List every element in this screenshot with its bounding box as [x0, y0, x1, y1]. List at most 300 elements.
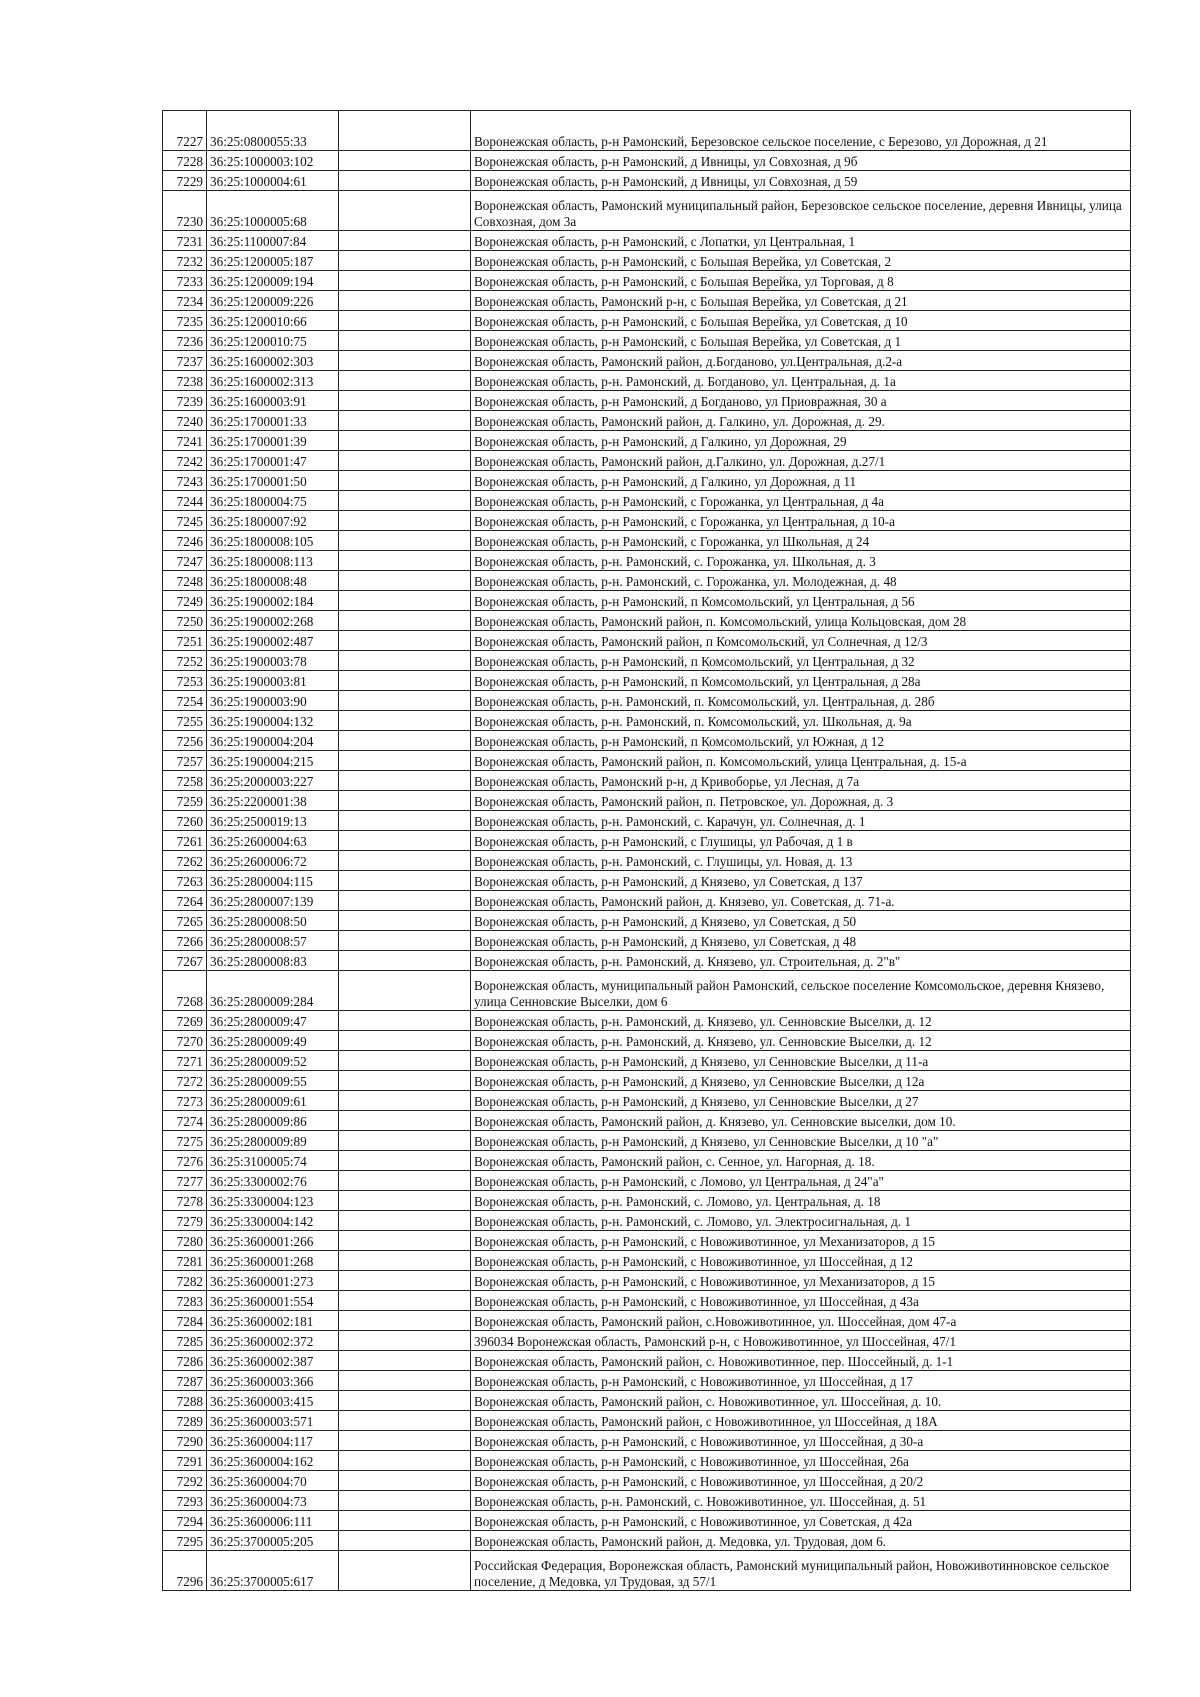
- address-cell: Воронежская область, р-н Рамонский, с Новоживотинное, ул Механизаторов, д 15: [471, 1231, 1131, 1251]
- address-cell: Воронежская область, р-н. Рамонский, п. Комсомольский, ул. Школьная, д. 9а: [471, 711, 1131, 731]
- row-number: 7260: [163, 811, 207, 831]
- empty-cell: [339, 291, 471, 311]
- row-number: 7243: [163, 471, 207, 491]
- row-number: 7250: [163, 611, 207, 631]
- row-number: 7235: [163, 311, 207, 331]
- row-number: 7262: [163, 851, 207, 871]
- empty-cell: [339, 971, 471, 1011]
- address-cell: Воронежская область, р-н. Рамонский, с. Глушицы, ул. Новая, д. 13: [471, 851, 1131, 871]
- cadastral-number: 36:25:2800009:61: [207, 1091, 339, 1111]
- row-number: 7263: [163, 871, 207, 891]
- table-row: [163, 1451, 1131, 1471]
- row-number: 7285: [163, 1331, 207, 1351]
- row-number: 7253: [163, 671, 207, 691]
- address-cell: Воронежская область, р-н. Рамонский, д. Князево, ул. Сенновские Выселки, д. 12: [471, 1011, 1131, 1031]
- cadastral-number: 36:25:2800008:83: [207, 951, 339, 971]
- row-number: 7227: [163, 111, 207, 151]
- cadastral-number: 36:25:3700005:617: [207, 1551, 339, 1591]
- cadastral-number: 36:25:1000003:102: [207, 151, 339, 171]
- empty-cell: [339, 891, 471, 911]
- address-cell: Воронежская область, р-н Рамонский, п Комсомольский, ул Центральная, д 32: [471, 651, 1131, 671]
- cadastral-number: 36:25:2600006:72: [207, 851, 339, 871]
- row-number: 7275: [163, 1131, 207, 1151]
- address-cell: Воронежская область, р-н Рамонский, д Ивницы, ул Совхозная, д 59: [471, 171, 1131, 191]
- cadastral-number: 36:25:2800009:55: [207, 1071, 339, 1091]
- table-row: [163, 1151, 1131, 1171]
- empty-cell: [339, 1411, 471, 1431]
- cadastral-number: 36:25:1900003:90: [207, 691, 339, 711]
- address-cell: Воронежская область, р-н Рамонский, с Новоживотинное, ул Шоссейная, 26а: [471, 1451, 1131, 1471]
- address-cell: Воронежская область, Рамонский район, с. Сенное, ул. Нагорная, д. 18.: [471, 1151, 1131, 1171]
- cadastral-number: 36:25:3600001:273: [207, 1271, 339, 1291]
- table-row: [163, 1351, 1131, 1371]
- empty-cell: [339, 311, 471, 331]
- empty-cell: [339, 571, 471, 591]
- address-cell: Воронежская область, р-н. Рамонский, п. Комсомольский, ул. Центральная, д. 28б: [471, 691, 1131, 711]
- row-number: 7252: [163, 651, 207, 671]
- address-cell: Воронежская область, Рамонский район, с.Новоживотинное, ул. Шоссейная, дом 47-а: [471, 1311, 1131, 1331]
- table-row: [163, 1251, 1131, 1271]
- table-row: [163, 671, 1131, 691]
- empty-cell: [339, 1451, 471, 1471]
- empty-cell: [339, 1111, 471, 1131]
- address-cell: Воронежская область, р-н Рамонский, д Князево, ул Сенновские Выселки, д 11-а: [471, 1051, 1131, 1071]
- address-cell: Воронежская область, р-н Рамонский, с Горожанка, ул Школьная, д 24: [471, 531, 1131, 551]
- row-number: 7276: [163, 1151, 207, 1171]
- cadastral-number: 36:25:1200010:66: [207, 311, 339, 331]
- cadastral-number: 36:25:1800008:48: [207, 571, 339, 591]
- cadastral-number: 36:25:1200009:194: [207, 271, 339, 291]
- empty-cell: [339, 491, 471, 511]
- table-row: [163, 531, 1131, 551]
- cadastral-number: 36:25:2800008:57: [207, 931, 339, 951]
- empty-cell: [339, 531, 471, 551]
- cadastral-number: 36:25:2800004:115: [207, 871, 339, 891]
- cadastral-number: 36:25:3600002:181: [207, 1311, 339, 1331]
- row-number: 7269: [163, 1011, 207, 1031]
- cadastral-number: 36:25:3600003:366: [207, 1371, 339, 1391]
- address-cell: Воронежская область, Рамонский район, д. Галкино, ул. Дорожная, д. 29.: [471, 411, 1131, 431]
- cadastral-number: 36:25:1800004:75: [207, 491, 339, 511]
- empty-cell: [339, 1251, 471, 1271]
- empty-cell: [339, 1031, 471, 1051]
- empty-cell: [339, 671, 471, 691]
- address-cell: Воронежская область, Рамонский район, д. Князево, ул. Советская, д. 71-а.: [471, 891, 1131, 911]
- row-number: 7231: [163, 231, 207, 251]
- cadastral-number: 36:25:3600004:117: [207, 1431, 339, 1451]
- cadastral-number: 36:25:1700001:50: [207, 471, 339, 491]
- cadastral-number: 36:25:1800008:113: [207, 551, 339, 571]
- cadastral-number: 36:25:3600003:571: [207, 1411, 339, 1431]
- address-cell: Воронежская область, р-н Рамонский, д Князево, ул Советская, д 48: [471, 931, 1131, 951]
- address-cell: Воронежская область, р-н Рамонский, д Князево, ул Советская, д 50: [471, 911, 1131, 931]
- row-number: 7287: [163, 1371, 207, 1391]
- empty-cell: [339, 1471, 471, 1491]
- table-row: [163, 1071, 1131, 1091]
- table-row: [163, 711, 1131, 731]
- address-cell: Воронежская область, р-н Рамонский, с Лопатки, ул Центральная, 1: [471, 231, 1131, 251]
- cadastral-number: 36:25:1600002:313: [207, 371, 339, 391]
- empty-cell: [339, 1331, 471, 1351]
- cadastral-number: 36:25:3600004:70: [207, 1471, 339, 1491]
- address-cell: Воронежская область, р-н Рамонский, с Новоживотинное, ул Шоссейная, д 20/2: [471, 1471, 1131, 1491]
- empty-cell: [339, 1291, 471, 1311]
- row-number: 7251: [163, 631, 207, 651]
- address-cell: Воронежская область, р-н Рамонский, с Большая Верейка, ул Советская, д 1: [471, 331, 1131, 351]
- row-number: 7274: [163, 1111, 207, 1131]
- address-cell: Воронежская область, р-н Рамонский, с Новоживотинное, ул Шоссейная, д 43а: [471, 1291, 1131, 1311]
- cadastral-number: 36:25:2800009:47: [207, 1011, 339, 1031]
- row-number: 7293: [163, 1491, 207, 1511]
- empty-cell: [339, 731, 471, 751]
- row-number: 7291: [163, 1451, 207, 1471]
- row-number: 7257: [163, 751, 207, 771]
- address-cell: Воронежская область, р-н Рамонский, с Новоживотинное, ул Советская, д 42а: [471, 1511, 1131, 1531]
- empty-cell: [339, 751, 471, 771]
- table-row: [163, 951, 1131, 971]
- address-cell: Воронежская область, р-н. Рамонский, с. Карачун, ул. Солнечная, д. 1: [471, 811, 1131, 831]
- cadastral-number: 36:25:2800007:139: [207, 891, 339, 911]
- table-row: [163, 1131, 1131, 1151]
- address-cell: 396034 Воронежская область, Рамонский р-н, с Новоживотинное, ул Шоссейная, 47/1: [471, 1331, 1131, 1351]
- empty-cell: [339, 1151, 471, 1171]
- table-row: [163, 851, 1131, 871]
- address-cell: Воронежская область, р-н Рамонский, с Горожанка, ул Центральная, д 10-а: [471, 511, 1131, 531]
- cadastral-number: 36:25:3300002:76: [207, 1171, 339, 1191]
- table-row: [163, 551, 1131, 571]
- empty-cell: [339, 551, 471, 571]
- address-cell: Воронежская область, р-н Рамонский, с Новоживотинное, ул Шоссейная, д 12: [471, 1251, 1131, 1271]
- empty-cell: [339, 711, 471, 731]
- address-cell: Воронежская область, Рамонский район, п Комсомольский, ул Солнечная, д 12/3: [471, 631, 1131, 651]
- cadastral-number: 36:25:1600002:303: [207, 351, 339, 371]
- address-cell: Воронежская область, Рамонский район, д. Медовка, ул. Трудовая, дом 6.: [471, 1531, 1131, 1551]
- row-number: 7261: [163, 831, 207, 851]
- table-row: [163, 1511, 1131, 1531]
- table-row: [163, 111, 1131, 151]
- cadastral-number: 36:25:1800008:105: [207, 531, 339, 551]
- row-number: 7264: [163, 891, 207, 911]
- row-number: 7229: [163, 171, 207, 191]
- table-row: [163, 1231, 1131, 1251]
- table-row: [163, 1271, 1131, 1291]
- cadastral-number: 36:25:1800007:92: [207, 511, 339, 531]
- table-row: [163, 1551, 1131, 1591]
- row-number: 7282: [163, 1271, 207, 1291]
- table-row: [163, 1431, 1131, 1451]
- table-row: [163, 1331, 1131, 1351]
- empty-cell: [339, 911, 471, 931]
- table-row: [163, 431, 1131, 451]
- cadastral-number: 36:25:3600003:415: [207, 1391, 339, 1411]
- row-number: 7281: [163, 1251, 207, 1271]
- address-cell: Воронежская область, Рамонский район, д. Князево, ул. Сенновские выселки, дом 10.: [471, 1111, 1131, 1131]
- address-cell: Воронежская область, р-н Рамонский, с Горожанка, ул Центральная, д 4а: [471, 491, 1131, 511]
- address-cell: Воронежская область, р-н Рамонский, п Комсомольский, ул Южная, д 12: [471, 731, 1131, 751]
- empty-cell: [339, 591, 471, 611]
- empty-cell: [339, 511, 471, 531]
- address-cell: Воронежская область, р-н Рамонский, д Ивницы, ул Совхозная, д 9б: [471, 151, 1131, 171]
- address-cell: Воронежская область, р-н Рамонский, Березовское сельское поселение, с Березово, ул Дорожная, д 21: [471, 111, 1131, 151]
- row-number: 7234: [163, 291, 207, 311]
- row-number: 7256: [163, 731, 207, 751]
- empty-cell: [339, 1391, 471, 1411]
- empty-cell: [339, 431, 471, 451]
- empty-cell: [339, 1511, 471, 1531]
- cadastral-number: 36:25:3600001:266: [207, 1231, 339, 1251]
- cadastral-number: 36:25:1900002:268: [207, 611, 339, 631]
- cadastral-number: 36:25:1700001:39: [207, 431, 339, 451]
- table-row: [163, 911, 1131, 931]
- address-cell: Воронежская область, р-н Рамонский, с Большая Верейка, ул Советская, 2: [471, 251, 1131, 271]
- cadastral-number: 36:25:3600002:387: [207, 1351, 339, 1371]
- address-cell: Воронежская область, Рамонский район, п. Петровское, ул. Дорожная, д. 3: [471, 791, 1131, 811]
- cadastral-number: 36:25:3600001:554: [207, 1291, 339, 1311]
- address-cell: Воронежская область, р-н Рамонский, д Богданово, ул Приовражная, 30 а: [471, 391, 1131, 411]
- cadastral-number: 36:25:1200005:187: [207, 251, 339, 271]
- row-number: 7244: [163, 491, 207, 511]
- table-body: [163, 111, 1131, 1591]
- empty-cell: [339, 371, 471, 391]
- table-row: [163, 1311, 1131, 1331]
- row-number: 7233: [163, 271, 207, 291]
- table-row: [163, 391, 1131, 411]
- empty-cell: [339, 1011, 471, 1031]
- cadastral-number: 36:25:3300004:142: [207, 1211, 339, 1231]
- table-row: [163, 1171, 1131, 1191]
- row-number: 7228: [163, 151, 207, 171]
- empty-cell: [339, 651, 471, 671]
- empty-cell: [339, 791, 471, 811]
- row-number: 7292: [163, 1471, 207, 1491]
- row-number: 7289: [163, 1411, 207, 1431]
- cadastral-number: 36:25:1900004:215: [207, 751, 339, 771]
- table-row: [163, 511, 1131, 531]
- table-row: [163, 411, 1131, 431]
- row-number: 7245: [163, 511, 207, 531]
- empty-cell: [339, 1351, 471, 1371]
- empty-cell: [339, 171, 471, 191]
- empty-cell: [339, 871, 471, 891]
- address-cell: Воронежская область, р-н. Рамонский, д. Князево, ул. Строительная, д. 2"в": [471, 951, 1131, 971]
- empty-cell: [339, 811, 471, 831]
- address-cell: Воронежская область, Рамонский район, с Новоживотинное, ул Шоссейная, д 18А: [471, 1411, 1131, 1431]
- cadastral-number: 36:25:1600003:91: [207, 391, 339, 411]
- cadastral-number: 36:25:3600002:372: [207, 1331, 339, 1351]
- row-number: 7296: [163, 1551, 207, 1591]
- table-row: [163, 611, 1131, 631]
- row-number: 7270: [163, 1031, 207, 1051]
- empty-cell: [339, 351, 471, 371]
- table-row: [163, 191, 1131, 231]
- row-number: 7237: [163, 351, 207, 371]
- row-number: 7241: [163, 431, 207, 451]
- table-row: [163, 751, 1131, 771]
- empty-cell: [339, 1091, 471, 1111]
- cadastral-number: 36:25:3600004:162: [207, 1451, 339, 1471]
- cadastral-number: 36:25:3300004:123: [207, 1191, 339, 1211]
- empty-cell: [339, 611, 471, 631]
- row-number: 7240: [163, 411, 207, 431]
- table-row: [163, 1391, 1131, 1411]
- empty-cell: [339, 271, 471, 291]
- table-row: [163, 371, 1131, 391]
- table-row: [163, 1211, 1131, 1231]
- empty-cell: [339, 1211, 471, 1231]
- table-row: [163, 571, 1131, 591]
- table-row: [163, 891, 1131, 911]
- table-row: [163, 1371, 1131, 1391]
- cadastral-number: 36:25:1900003:81: [207, 671, 339, 691]
- table-row: [163, 631, 1131, 651]
- cadastral-number: 36:25:1200009:226: [207, 291, 339, 311]
- empty-cell: [339, 411, 471, 431]
- cadastral-number: 36:25:2800009:284: [207, 971, 339, 1011]
- table-row: [163, 1291, 1131, 1311]
- cadastral-number: 36:25:2800009:86: [207, 1111, 339, 1131]
- empty-cell: [339, 1131, 471, 1151]
- empty-cell: [339, 1431, 471, 1451]
- empty-cell: [339, 1071, 471, 1091]
- address-cell: Воронежская область, р-н Рамонский, д Галкино, ул Дорожная, д 11: [471, 471, 1131, 491]
- table-row: [163, 1531, 1131, 1551]
- row-number: 7259: [163, 791, 207, 811]
- table-row: [163, 351, 1131, 371]
- cadastral-number: 36:25:3700005:205: [207, 1531, 339, 1551]
- table-row: [163, 1011, 1131, 1031]
- row-number: 7239: [163, 391, 207, 411]
- table-row: [163, 771, 1131, 791]
- cadastral-number: 36:25:3600006:111: [207, 1511, 339, 1531]
- cadastral-number: 36:25:3600001:268: [207, 1251, 339, 1271]
- table-row: [163, 1411, 1131, 1431]
- address-cell: Воронежская область, р-н Рамонский, с Новоживотинное, ул Механизаторов, д 15: [471, 1271, 1131, 1291]
- cadastral-number: 36:25:1700001:33: [207, 411, 339, 431]
- empty-cell: [339, 151, 471, 171]
- cadastral-number: 36:25:1900003:78: [207, 651, 339, 671]
- empty-cell: [339, 931, 471, 951]
- empty-cell: [339, 391, 471, 411]
- cadastral-number: 36:25:2800008:50: [207, 911, 339, 931]
- table-row: [163, 1191, 1131, 1211]
- row-number: 7258: [163, 771, 207, 791]
- cadastral-number: 36:25:2500019:13: [207, 811, 339, 831]
- cadastral-number: 36:25:2800009:49: [207, 1031, 339, 1051]
- empty-cell: [339, 451, 471, 471]
- empty-cell: [339, 631, 471, 651]
- table-row: [163, 651, 1131, 671]
- cadastral-number: 36:25:1100007:84: [207, 231, 339, 251]
- row-number: 7280: [163, 1231, 207, 1251]
- empty-cell: [339, 111, 471, 151]
- table-row: [163, 331, 1131, 351]
- empty-cell: [339, 1271, 471, 1291]
- address-cell: Воронежская область, р-н Рамонский, п Комсомольский, ул Центральная, д 56: [471, 591, 1131, 611]
- empty-cell: [339, 1531, 471, 1551]
- address-cell: Воронежская область, р-н Рамонский, с Большая Верейка, ул Советская, д 10: [471, 311, 1131, 331]
- row-number: 7284: [163, 1311, 207, 1331]
- row-number: 7279: [163, 1211, 207, 1231]
- address-cell: Воронежская область, р-н Рамонский, с Новоживотинное, ул Шоссейная, д 30-а: [471, 1431, 1131, 1451]
- row-number: 7286: [163, 1351, 207, 1371]
- cadastral-number: 36:25:1700001:47: [207, 451, 339, 471]
- table-row: [163, 971, 1131, 1011]
- table-row: [163, 291, 1131, 311]
- row-number: 7265: [163, 911, 207, 931]
- row-number: 7247: [163, 551, 207, 571]
- table-row: [163, 731, 1131, 751]
- table-row: [163, 871, 1131, 891]
- row-number: 7268: [163, 971, 207, 1011]
- empty-cell: [339, 951, 471, 971]
- address-cell: Воронежская область, муниципальный район Рамонский, сельское поселение Комсомольское, деревня Князево, улица Сенновские Выселки, дом 6: [471, 971, 1131, 1011]
- row-number: 7271: [163, 1051, 207, 1071]
- address-cell: Воронежская область, Рамонский р-н, д Кривоборье, ул Лесная, д 7а: [471, 771, 1131, 791]
- address-cell: Воронежская область, р-н. Рамонский, с. Ломово, ул. Электросигнальная, д. 1: [471, 1211, 1131, 1231]
- address-cell: Воронежская область, р-н Рамонский, п Комсомольский, ул Центральная, д 28а: [471, 671, 1131, 691]
- empty-cell: [339, 331, 471, 351]
- address-cell: Воронежская область, р-н Рамонский, д Князево, ул Сенновские Выселки, д 12а: [471, 1071, 1131, 1091]
- address-cell: Воронежская область, р-н. Рамонский, с. Новоживотинное, ул. Шоссейная, д. 51: [471, 1491, 1131, 1511]
- address-cell: Воронежская область, р-н Рамонский, д Князево, ул Сенновские Выселки, д 10 "а": [471, 1131, 1131, 1151]
- row-number: 7246: [163, 531, 207, 551]
- table-row: [163, 471, 1131, 491]
- empty-cell: [339, 1311, 471, 1331]
- empty-cell: [339, 1191, 471, 1211]
- cadastral-number: 36:25:1900004:204: [207, 731, 339, 751]
- address-cell: Воронежская область, Рамонский район, п. Комсомольский, улица Центральная, д. 15-а: [471, 751, 1131, 771]
- table-row: [163, 931, 1131, 951]
- table-row: [163, 271, 1131, 291]
- address-cell: Воронежская область, р-н. Рамонский, д. Богданово, ул. Центральная, д. 1а: [471, 371, 1131, 391]
- table-row: [163, 1031, 1131, 1051]
- row-number: 7242: [163, 451, 207, 471]
- row-number: 7230: [163, 191, 207, 231]
- address-cell: Воронежская область, Рамонский муниципальный район, Березовское сельское поселение, деревня Ивницы, улица Совхозная, дом 3а: [471, 191, 1131, 231]
- table-row: [163, 311, 1131, 331]
- cadastral-number: 36:25:3600004:73: [207, 1491, 339, 1511]
- cadastral-number: 36:25:2800009:89: [207, 1131, 339, 1151]
- empty-cell: [339, 771, 471, 791]
- address-cell: Воронежская область, р-н Рамонский, с Новоживотинное, ул Шоссейная, д 17: [471, 1371, 1131, 1391]
- address-cell: Воронежская область, р-н. Рамонский, д. Князево, ул. Сенновские Выселки, д. 12: [471, 1031, 1131, 1051]
- cadastral-number: 36:25:0800055:33: [207, 111, 339, 151]
- table-row: [163, 811, 1131, 831]
- empty-cell: [339, 251, 471, 271]
- empty-cell: [339, 1231, 471, 1251]
- row-number: 7236: [163, 331, 207, 351]
- row-number: 7249: [163, 591, 207, 611]
- row-number: 7248: [163, 571, 207, 591]
- empty-cell: [339, 831, 471, 851]
- empty-cell: [339, 851, 471, 871]
- table-row: [163, 491, 1131, 511]
- cadastral-number: 36:25:3100005:74: [207, 1151, 339, 1171]
- row-number: 7238: [163, 371, 207, 391]
- row-number: 7295: [163, 1531, 207, 1551]
- cadastral-number: 36:25:1200010:75: [207, 331, 339, 351]
- table-row: [163, 451, 1131, 471]
- table-row: [163, 231, 1131, 251]
- cadastral-number: 36:25:1000005:68: [207, 191, 339, 231]
- row-number: 7278: [163, 1191, 207, 1211]
- table-row: [163, 591, 1131, 611]
- cadastral-number: 36:25:2200001:38: [207, 791, 339, 811]
- empty-cell: [339, 1051, 471, 1071]
- cadastral-table: [162, 110, 1131, 1591]
- empty-cell: [339, 1371, 471, 1391]
- table-row: [163, 691, 1131, 711]
